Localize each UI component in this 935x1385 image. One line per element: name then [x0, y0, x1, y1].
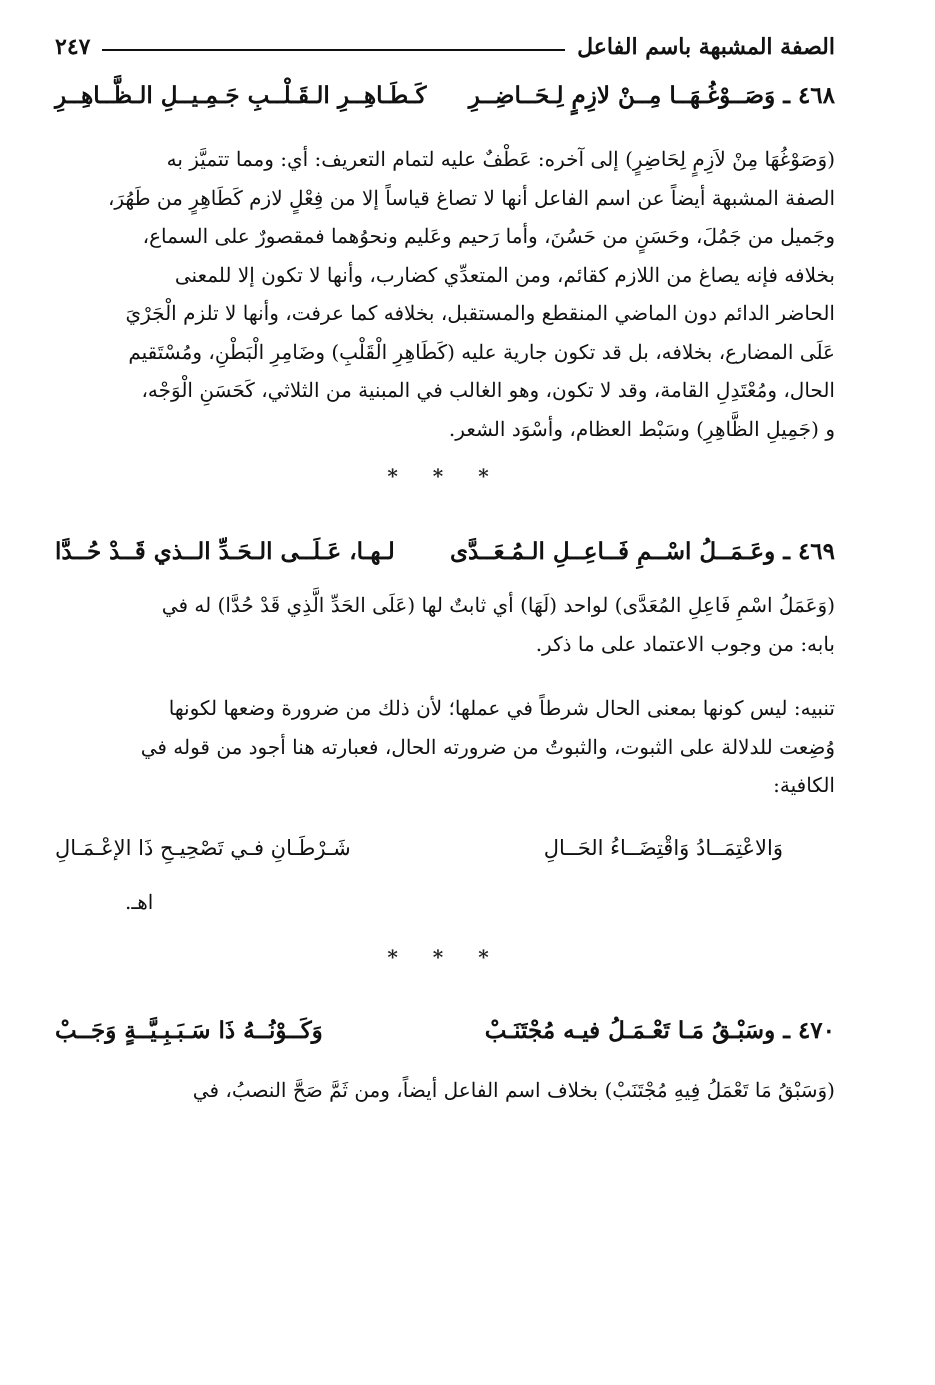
verse-468-first-hemistich-group: [469, 76, 835, 116]
running-header: [55, 30, 835, 64]
commentary-line: (وَسَبْقُ مَا تَعْمَلُ فِيهِ مُجْتَنَبْ) بخلاف اسم الفاعل أيضاً، ومن ثَمَّ صَحَّ النصبُ، في: [192, 1077, 835, 1102]
verse-469: [55, 532, 835, 572]
note-line: الكافية:: [773, 773, 835, 797]
note-line: وُضِعت للدلالة على الثبوت، والثبوتُ من ضرورته الحال، فعبارته هنا أجود من قوله في: [140, 734, 835, 759]
commentary-line: وجَميل من جَمُلَ، وحَسَنٍ من حَسُنَ، وأما رَحيم وعَليم ونحوُهما فمقصورٌ على السماع،: [142, 224, 835, 248]
commentary-line: بخلافه فإنه يصاغ من اللازم كقائم، ومن المتعدِّي كضارب، وأنها لا تكون إلا للمعنى: [174, 262, 835, 287]
commentary-line: (وَصَوْغُهَا مِنْ لاَزِمٍ لِحَاضِرٍ) إلى آخره: عَطْفٌ عليه لتمام التعريف: أي: ومما تتميَّز به: [166, 147, 835, 171]
commentary-line: و (جَمِيلِ الظَّاهِرِ) وسَبْط العظام، وأسْوَد الشعر.: [448, 416, 835, 441]
verse-469-first-hemistich-group: [450, 532, 835, 572]
verse-470: [55, 1011, 835, 1051]
second-hemistich: لـهـا، عَـلَــى الـحَـدِّ الــذي قَــدْ حُــدَّا: [55, 538, 395, 565]
first-hemistich: وسَبْـقُ مَـا تَعْـمَـلُ فيـه مُجْتَنَـبْ: [484, 1016, 776, 1044]
page-number: ٢٤٧: [55, 34, 91, 60]
verse-470-first-hemistich-group: [485, 1011, 835, 1051]
section-separator: * * *: [387, 944, 503, 969]
second-hemistich: كَـطَـاهِــرِ الـقَـلْــبِ جَـمِـيــلِ الـظَّــاهِــرِ: [55, 82, 427, 109]
verse-number: ٤٦٨ ـ: [783, 82, 835, 109]
running-title: الصفة المشبهة باسم الفاعل: [577, 34, 835, 60]
book-page: [55, 30, 835, 1109]
commentary-line: الصفة المشبهة أيضاً عن اسم الفاعل أنها لا تصاغ قياساً إلا من فِعْلٍ لازم كَطَاهِرٍ من طَهُرَ،: [107, 185, 835, 210]
commentary-line: الحال، ومُعْتَدِلِ القامة، وقد لا تكون، وهو الغالب في المبنية من الثلاثي، كَحَسَنِ الْوَجْه،: [141, 378, 835, 402]
note-469: [55, 689, 835, 805]
quoted-second-hemistich: شَـرْطَـانِ فـي تَصْحِيـحِ ذَا الإعْـمَـالِ: [55, 835, 351, 860]
quoted-first-hemistich: وَالاعْتِمَــادُ وَاقْتِضَــاءُ الحَــالِ: [543, 835, 783, 860]
first-hemistich: وعَـمَــلُ اسْــمِ فَــاعِــلِ الـمُـعَــدَّى: [450, 538, 776, 565]
verse-number: ٤٦٩ ـ: [783, 538, 835, 565]
commentary-470: [55, 1071, 835, 1110]
commentary-line: بابه: من وجوب الاعتماد على ما ذكر.: [535, 631, 835, 656]
commentary-line: عَلَى المضارع، بخلافه، بل قد تكون جارية عليه (كَطَاهِرِ الْقَلْبِ) وضَامِرِ الْبَطْنِ، ومُسْتَقيم: [128, 339, 835, 364]
commentary-line: الحاضر الدائم دون الماضي المنقطع والمستقبل، بخلافه كما عرفت، وأنها لا تلزم الْجَرْيَ: [125, 301, 835, 325]
verse-number: ٤٧٠ ـ: [783, 1016, 835, 1044]
quoted-verse: [55, 829, 835, 867]
note-line: تنبيه: ليس كونها بمعنى الحال شرطاً في عملها؛ لأن ذلك من ضرورة وضعها لكونها: [168, 696, 835, 720]
commentary-line: (وَعَمَلُ اسْمِ فَاعِلِ المُعَدَّى) لواحد (لَهَا) أي ثابتٌ لها (عَلَى الحَدِّ الَّذِي قَدْ حُدَّا) له في: [161, 593, 835, 617]
second-hemistich: وَكَــوْنُــهُ ذَا سَـبَـبِـيَّــةٍ وَجَــبْ: [55, 1016, 323, 1044]
end-mark: اهـ.: [125, 889, 154, 914]
verse-468: [55, 76, 835, 116]
first-hemistich: وَصَــوْغُـهَــا مِــنْ لازِمٍ لِـحَــاضِــرِ: [468, 82, 776, 109]
header-rule: [102, 49, 565, 51]
section-separator: * * *: [387, 464, 503, 488]
commentary-469: [55, 586, 835, 663]
commentary-468: [55, 140, 835, 448]
